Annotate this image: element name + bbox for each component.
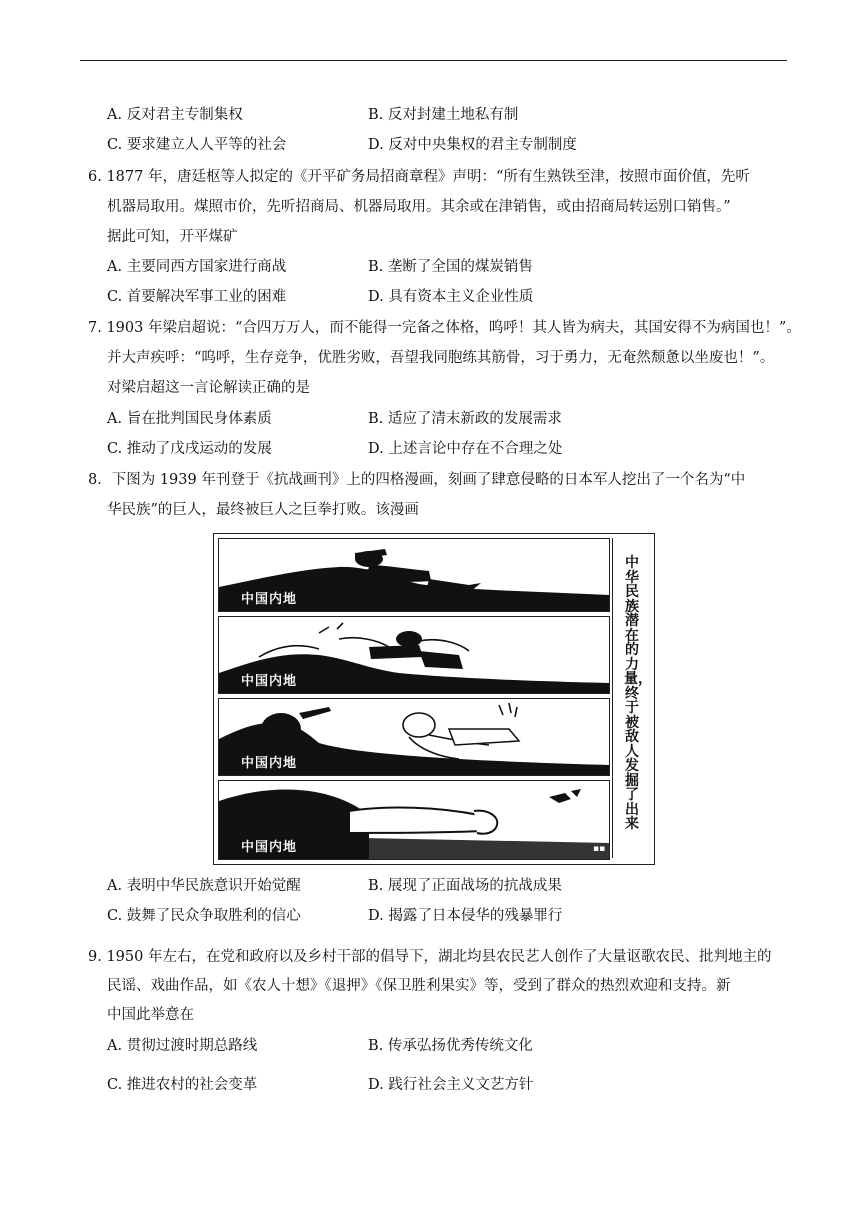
comic-panel-4-caption: 中国内地 [241, 840, 298, 855]
q9-stem-line-1: 9. 1950 年左右，在党和政府以及乡村干部的倡导下，湖北均县农民艺人创作了大量讴歌农民、批判地主的 [88, 949, 772, 965]
q5-option-b: B. 反对封建土地私有制 [368, 107, 519, 123]
q9-option-c: C. 推进农村的社会变革 [107, 1077, 258, 1093]
q5-option-c: C. 要求建立人人平等的社会 [107, 137, 287, 153]
svg-text:▪: ▪ [597, 595, 604, 606]
comic-side-caption: 中华民族潜在的力量，终于被敌人发掘了出来 [624, 555, 652, 832]
comic-panel-1 [218, 538, 610, 612]
q8-stem-line-2: 华民族”的巨人，最终被巨人之巨拳打败。该漫画 [107, 502, 419, 518]
q5-option-d: D. 反对中央集权的君主专制制度 [368, 137, 577, 153]
q6-option-b: B. 垄断了全国的煤炭销售 [368, 259, 533, 275]
q9-stem-line-2: 民谣、戏曲作品，如《农人十想》《退押》《保卫胜利果实》等，受到了群众的热烈欢迎和支持。新 [107, 978, 731, 994]
comic-panel-4 [218, 780, 610, 860]
q6-option-a: A. 主要同西方国家进行商战 [107, 259, 287, 275]
q7-option-d: D. 上述言论中存在不合理之处 [368, 441, 563, 457]
q8-option-a: A. 表明中华民族意识开始觉醒 [107, 878, 301, 894]
comic-panel-2 [218, 616, 610, 694]
comic-panel-2-caption: 中国内地 [241, 674, 298, 689]
q8-option-c: C. 鼓舞了民众争取胜利的信心 [107, 908, 301, 924]
q9-stem-line-3: 中国此举意在 [107, 1007, 194, 1023]
comic-panel-1-caption: 中国内地 [241, 592, 298, 607]
q6-option-d: D. 具有资本主义企业性质 [368, 289, 534, 305]
q9-option-b: B. 传承弘扬优秀传统文化 [368, 1038, 533, 1054]
q7-option-c: C. 推动了戊戌运动的发展 [107, 441, 272, 457]
q6-stem-line-1: 6. 1877 年，唐廷枢等人拟定的《开平矿务局招商章程》声明：“所有生熟铁至津，按照市面价值，先听 [88, 169, 750, 185]
comic-panel-3-caption: 中国内地 [241, 756, 298, 771]
q6-stem-line-3: 据此可知，开平煤矿 [107, 229, 238, 245]
q9-option-a: A. 贯彻过渡时期总路线 [107, 1038, 258, 1054]
q7-stem-line-1: 7. 1903 年梁启超说：“合四万万人，而不能得一完备之体格，呜呼！其人皆为病夫，其国安得不为病国也！”。 [88, 320, 801, 336]
q6-option-c: C. 首要解决军事工业的困难 [107, 289, 287, 305]
q8-option-d: D. 揭露了日本侵华的残暴罪行 [368, 908, 563, 924]
q7-stem-line-2: 并大声疾呼：“呜呼，生存竞争，优胜劣败，吾望我同胞练其筋骨，习于勇力，无奄然颓惫以坐废也！”。 [107, 350, 775, 366]
four-panel-comic [213, 533, 655, 865]
q7-option-b: B. 适应了清末新政的发展需求 [368, 411, 562, 427]
header-rule [80, 60, 787, 61]
svg-text:▪▪: ▪▪ [593, 844, 606, 854]
q7-option-a: A. 旨在批判国民身体素质 [107, 411, 272, 427]
q7-stem-line-3: 对梁启超这一言论解读正确的是 [107, 380, 310, 396]
comic-side-caption-box [612, 538, 651, 858]
q9-option-d: D. 践行社会主义文艺方针 [368, 1077, 534, 1093]
q8-option-b: B. 展现了正面战场的抗战成果 [368, 878, 562, 894]
q5-option-a: A. 反对君主专制集权 [107, 107, 243, 123]
q6-stem-line-2: 机器局取用。煤照市价，先听招商局、机器局取用。其余或在津销售，或由招商局转运别口销售。” [107, 199, 731, 215]
comic-panel-3 [218, 698, 610, 776]
q8-stem-line-1: 8．下图为 1939 年刊登于《抗战画刊》上的四格漫画，刻画了肆意侵略的日本军人挖出了一个名为“中 [88, 472, 746, 488]
